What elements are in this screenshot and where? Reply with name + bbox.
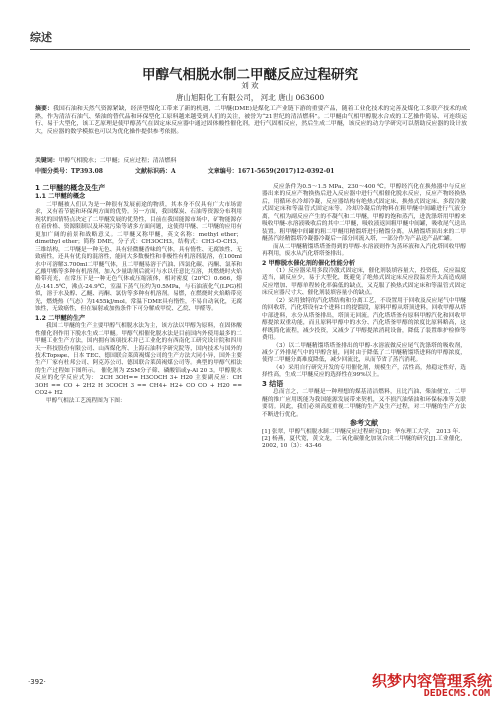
body-paragraph: 甲醇气相法工艺流程图为下图：: [46, 397, 126, 404]
body-paragraph: 我国二甲醚的生产主要甲醇气相脱水法为主，该方法以甲醇为原料，在固体酸性催化剂作用下脱水生成二甲醚。甲醇气相催化脱水法是目前国内外使用最多的二甲醚工业生产方法，国内拥有该项技术并已工业化的有西南化工研究设计院和四川天一科技股份有限公司、山西煤化所、上海石油科学研究院等，国内技术与国外的技术Topsφe、日本 TEC、德国联合莱茵褐煤公司的生产方法大同小异，国外主要生产厂家有杜邦公司、阿克苏公司、德国联合莱茵褐煤公司等。典型的甲醇气相法的生产过程如下图所示。 催化剂为 ZSM分子筛、磷酸铝或γ-Al 20 3。甲醇脱水反应的化学反应式为： 2CH 3OH== H3COCH 3+ H20 主要副反应：CH 3OH == CO + 2H2 H 3COCH 3 == CH4+ H2+ CO CO + H20 == CO2+ H2: [35, 323, 242, 397]
reference-item: [1] 张翠，甲醇气相脱水制二甲醚反应过程研究[D]：华东理工大学， 2013 年.: [262, 428, 461, 435]
abstract: [35, 105, 467, 136]
meta-info: [35, 166, 467, 175]
body-paragraph: 反应条件为0.5～1.5 MPa、230～400 ℃。甲醇经汽化在换热器中与反应器出来的反应产物换热后进入反应器中进行气相催化脱水反应，反应产物经换热后，用循环水冷却冷凝，反应器结构有绝热式固定床、换热式固定床、多段冷激式固定床和等温管式固定床等。冷却冷凝后的物料在粗甲醚中间罐进行气液分离，气相为副反应产生的不凝气和二甲醚，甲醇的饱和蒸汽，进洗涤塔用甲醇来吸收甲醚-水溶液吸收后的其中二甲醚，吸收液返回粗甲醚中间罐，吸收尾气送出装置。粗甲醚中间罐的粗二甲醚用精馏塔进行精馏分离，从精馏塔顶出来的二甲醚蒸汽经精馏塔冷凝器冷凝后一部分回流入塔，一部分作为产品送产品贮罐。: [262, 184, 466, 243]
right-column: [262, 184, 466, 451]
page-number: ·392·: [28, 678, 46, 686]
watermark-url: DEDECMS.COM: [423, 688, 490, 699]
paper-title: 甲醇气相脱水制二甲醚反应过程研究: [142, 67, 358, 83]
references-heading: 参考文献: [350, 419, 378, 428]
affiliation: 唐山旭阳化工有限公司， 河北 唐山 063600: [175, 93, 325, 102]
section-heading: 1 二甲醚的概念及生产: [35, 184, 106, 192]
keywords: [35, 157, 467, 166]
subsection-heading: 2 甲醇脱水催化剂的催化性能分析: [262, 259, 356, 267]
subsection-heading: 1.2 二甲醚的生产: [35, 314, 86, 322]
author: 刘 欢: [241, 81, 259, 90]
body-paragraph: （1）反应器采用多段冷激式固定床，催化剂装填容量大，投资低，反应温度适当，副反应少，易于大型化，既避免了绝热式固定床反应段温差升太高造成副反应增加、甲醇单程转化率偏低的缺点，又克服了换热式固定床和等温管式固定床反应器尺寸大、催化剂装填容量小的缺点。: [262, 267, 466, 297]
reference-item: [2] 杨燕，夏代宽，黄文龙，二氧化碳催化加氢合成二甲醚的研究[J].工业催化， 2002, 10（3）：43-46: [262, 435, 466, 450]
abstract-text: 我国石油和天然气资源紧缺，经济型煤化工带来了新的机遇，二甲醚(DME)是煤化工产业链下游的重要产品，随着工业化技术的完善及煤化工多联产技术的成熟，作为清洁石油气、柴油的替代品和环保型化工原料越来越受到人们的关注，被誉为“21世纪的清洁燃料”。二甲醚由气相甲醇脱水合成的工艺操作简易、可连续运行、易于大型化，该工艺原理是使甲醇蒸气在固定床反应器中通过固体酸性催化剂，进行气固相反应，然后生成二甲醚，该反应的动力学研究可以帮助反应器的设计放大，反应器的数学模拟也可以为优化操作提供参考依据。: [35, 106, 468, 135]
body-paragraph: （3）以二甲醚精馏塔塔釜排出的甲醇-水溶液做反应尾气洗涤塔的吸收剂，减少了外排尾气中的甲醇含量，同时由于降低了二甲醚精馏塔进料的甲醇浓度，使得二甲醚分离难度降低，减少回流比，从而节省了蒸汽消耗。: [262, 342, 466, 364]
abstract-label: 摘要：: [35, 105, 53, 112]
body-paragraph: 总而言之，二甲醚是一种理想的煤基清洁燃料，且比汽油、柴油便宜，二甲醚的推广应用既能为我国能源发展带来契机，又不损汽油柴油和环保标准等关联要切。因此，我们必须高度重视二甲醚的生产及生产过程，对二甲醚的生产方法不断进行优化。: [262, 389, 466, 418]
clc-number: 中图分类号：TP393.08: [35, 168, 103, 175]
section-heading: 3 结语: [262, 379, 284, 388]
body-paragraph: 二甲醚被人们认为是一种很有发展前途的物质，其本身不仅具有广大市场需求，又有着节能和环保两方面的优势。另一方面，我国煤炭、石油等资源分布利用现状的国情特点决定了二甲醚发展的优势性，目前在我国能源市场中，矿物能源存在着价格、资源限制以及环境污染等诸多方面问题，这使得甲醚、二甲醚的应用有更加广阔的前景和战略意义。二甲醚又称甲醚，英文名称：methyl ether；dimethyl ether；简称 DME，分子式：CH3OCH3，结构式：CH3-O-CH3，三维结构，二甲醚是一种无色、具有轻微醚香味的气体，具有惰性、无腐蚀性、无致癌性，还具有优良的混溶性，能同大多数极性和非极性有机溶剂混溶，在100ml水中可溶解3.700ml二甲醚气体，且二甲醚易溶于汽油、四氯化碳、丙酮、氯苯和乙酸甲酯等多种有机溶剂，加入少量助剂后就可与水以任意比互溶，其燃烧时火焰略带亮光，在常压下是一种无色气体或压缩液体，相对密度（20℃）0.666，熔点-141.5℃，沸点-24.9℃，室温下蒸气压约为0.5MPa，与石油液化气(LPG)相似，溶于水及醇、乙醚、丙酮、氯仿等多种有机溶剂。易燃，在燃烧时火焰略带亮光，燃烧热（气态）为1455kJ/mol。常温下DME具有惰性，不易自动氧化，无腐蚀性，无致癌性，但在辐射或加热条件下可分解成甲烷、乙烷、甲醛等。: [35, 201, 242, 313]
body-paragraph: （4）采用自行研究开发的专用催化剂，规模生产，活性高，热稳定性好，选择性高，生成二甲醚反应的选择性在99%以上。: [262, 364, 466, 379]
body-paragraph: 而从二甲醚精馏塔塔釜得到的甲醇-水溶液则作为蒸环液和入汽化塔回收甲醇再利用，废水从汽化塔塔釜排出。: [262, 243, 466, 258]
left-column: [35, 184, 242, 405]
keywords-label: 关键词：: [35, 157, 59, 164]
keywords-text: 甲醇气相脱水；二甲醚；反应过程；清洁燃料: [58, 158, 177, 164]
header-rule: [30, 49, 470, 50]
section-label: 综述: [30, 31, 52, 44]
document-code: 文献标识码：A: [135, 168, 176, 175]
watermark-title: 织梦内容管理系统: [371, 672, 492, 690]
subsection-heading: 1.1 二甲醚的概念: [35, 193, 86, 201]
body-paragraph: （2）采用独特的汽化塔结构和分离工艺，不设置用于回收及反应尾气中甲醚的回收塔，汽化塔设有2个进料口的提馏段，原料甲醇从塔顶进料，回收甲醇从塔中部进料，水分从塔釜排出，塔顶无回流。汽化塔塔釜有原料甲醇汽化和回收甲醇提浓双重功能，而且原料甲醇中的水分、汽化塔釜甲醇的浓度比原料略高，这样既简化流程，减少投资，又减少了甲醇提浓消耗设备，降低了装置维护检修等费用。: [262, 297, 466, 342]
article-number: 文章编号：1671-5659(2017)12-0392-01: [207, 168, 335, 175]
